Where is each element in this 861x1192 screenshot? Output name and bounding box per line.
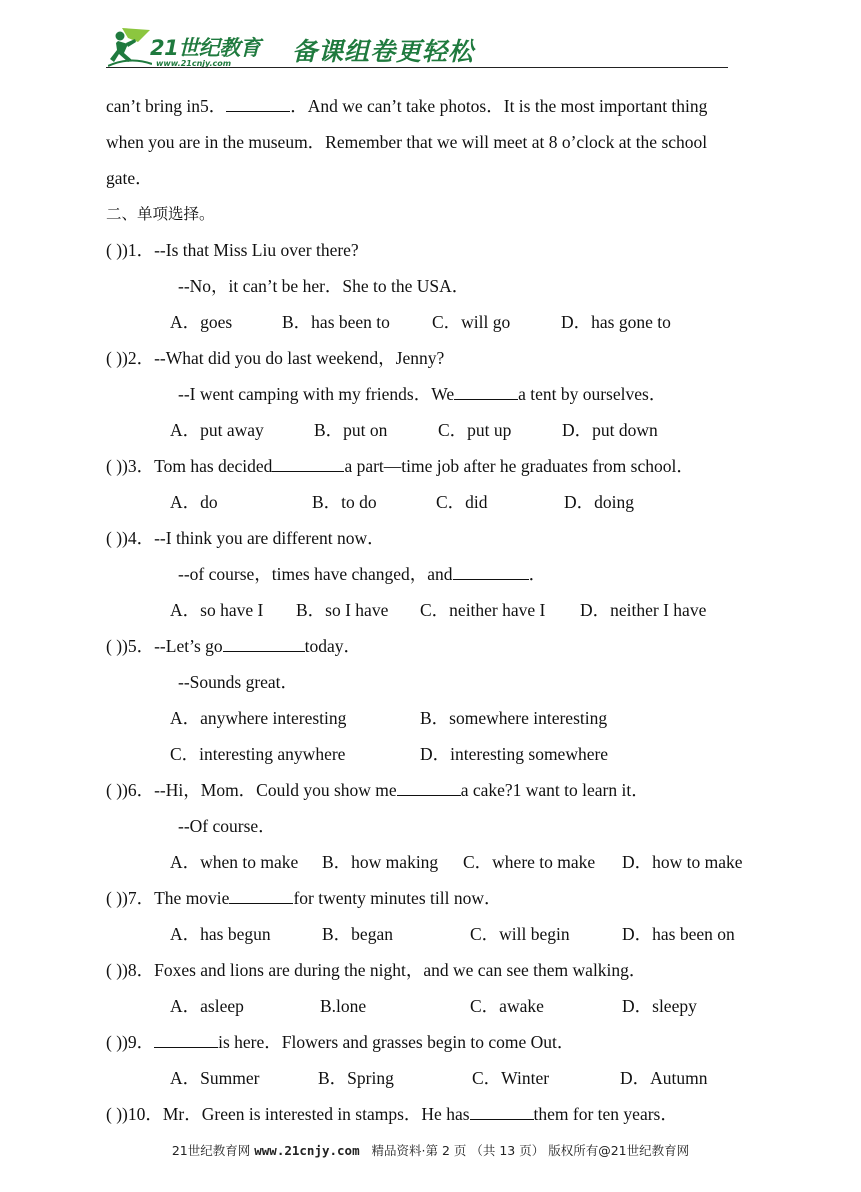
option-c: C．awake: [470, 996, 544, 1016]
option-b: B．has been to: [282, 312, 390, 332]
option-b: B.lone: [320, 996, 367, 1016]
intro-line-3: gate．: [106, 168, 153, 188]
question-2-line-2: --I went camping with my friends．We a tent by ourselves．: [178, 384, 667, 404]
intro-line-1: can’t bring in5． ．And we can’t take photos．It is the most important thing: [106, 96, 708, 116]
option-c: C．will go: [432, 312, 511, 332]
option-d: D．sleepy: [622, 996, 697, 1016]
option-c: C．will begin: [470, 924, 570, 944]
answer-blank: [454, 383, 518, 400]
question-4: ( ))4．--I think you are different now．: [106, 528, 385, 548]
answer-blank: [470, 1103, 534, 1120]
answer-blank: [272, 455, 344, 472]
header-slogan: 备课组卷更轻松: [292, 37, 475, 66]
logo-text: 21世纪教育: [150, 36, 261, 60]
question-4-line-2: --of course，times have changed，and ．: [178, 564, 547, 584]
option-b: B．somewhere interesting: [420, 708, 608, 728]
option-a: A．anywhere interesting: [170, 708, 347, 728]
header-divider: [106, 67, 728, 68]
question-6-line-2: --Of course．: [178, 816, 276, 836]
question-6: ( ))6．--Hi，Mom．Could you show me a cake?1 want to learn it．: [106, 780, 649, 800]
runner-logo-icon: [108, 26, 152, 68]
footer-page-info: 精品资料·第 2 页 （共 13 页） 版权所有@21世纪教育网: [371, 1143, 690, 1158]
answer-blank: [223, 635, 305, 652]
option-c: C．neither have I: [420, 600, 546, 620]
option-a: A．Summer: [170, 1068, 260, 1088]
question-3: ( ))3．Tom has decided a part—time job after he graduates from school．: [106, 456, 694, 476]
question-10: ( ))10．Mr．Green is interested in stamps．He has them for ten years．: [106, 1104, 678, 1124]
option-d: D．Autumn: [620, 1068, 708, 1088]
option-b: B．to do: [312, 492, 377, 512]
option-d: D．put down: [562, 420, 658, 440]
option-d: D．has been on: [622, 924, 735, 944]
footer-url: www.21cnjy.com: [254, 1143, 360, 1158]
option-b: B．put on: [314, 420, 388, 440]
option-b: B．so I have: [296, 600, 389, 620]
question-7: ( ))7．The movie for twenty minutes till now．: [106, 888, 502, 908]
page-header: [106, 24, 726, 72]
answer-blank: [154, 1031, 218, 1048]
option-b: B．began: [322, 924, 393, 944]
option-b: B．Spring: [318, 1068, 394, 1088]
answer-blank: [397, 779, 461, 796]
option-a: A．do: [170, 492, 218, 512]
option-c: C．put up: [438, 420, 512, 440]
logo-url: www.21cnjy.com: [156, 59, 232, 68]
page-footer: [0, 1141, 861, 1159]
option-d: D．has gone to: [561, 312, 671, 332]
question-9: ( ))9． is here．Flowers and grasses begin to come Out．: [106, 1032, 575, 1052]
option-a: A．asleep: [170, 996, 244, 1016]
question-8: ( ))8．Foxes and lions are during the night，and we can see them walking．: [106, 960, 647, 980]
question-5: ( ))5．--Let’s go today．: [106, 636, 362, 656]
option-c: C．interesting anywhere: [170, 744, 346, 764]
option-c: C．where to make: [463, 852, 596, 872]
option-a: A．goes: [170, 312, 233, 332]
footer-site: 21世纪教育网: [171, 1143, 251, 1158]
question-2: ( ))2．--What did you do last weekend，Jenny?: [106, 348, 445, 368]
question-1: ( ))1．--Is that Miss Liu over there?: [106, 240, 359, 260]
answer-blank: [453, 563, 529, 580]
answer-paren: ( ): [106, 240, 123, 260]
option-d: D．neither I have: [580, 600, 707, 620]
option-a: A．so have I: [170, 600, 264, 620]
option-a: A．has begun: [170, 924, 271, 944]
option-d: D．doing: [564, 492, 634, 512]
option-c: C．Winter: [472, 1068, 550, 1088]
option-b: B．how making: [322, 852, 439, 872]
answer-blank: [229, 887, 293, 904]
answer-blank: [226, 95, 290, 112]
section-title: 二、单项选择。: [106, 205, 215, 223]
question-5-line-2: --Sounds great．: [178, 672, 299, 692]
option-a: A．when to make: [170, 852, 299, 872]
intro-line-2: when you are in the museum．Remember that we will meet at 8 o’clock at the school: [106, 132, 708, 152]
option-d: D．interesting somewhere: [420, 744, 609, 764]
option-c: C．did: [436, 492, 488, 512]
option-d: D．how to make: [622, 852, 743, 872]
option-a: A．put away: [170, 420, 264, 440]
question-1-line-2: --No，it can’t be her．She to the USA．: [178, 276, 470, 296]
